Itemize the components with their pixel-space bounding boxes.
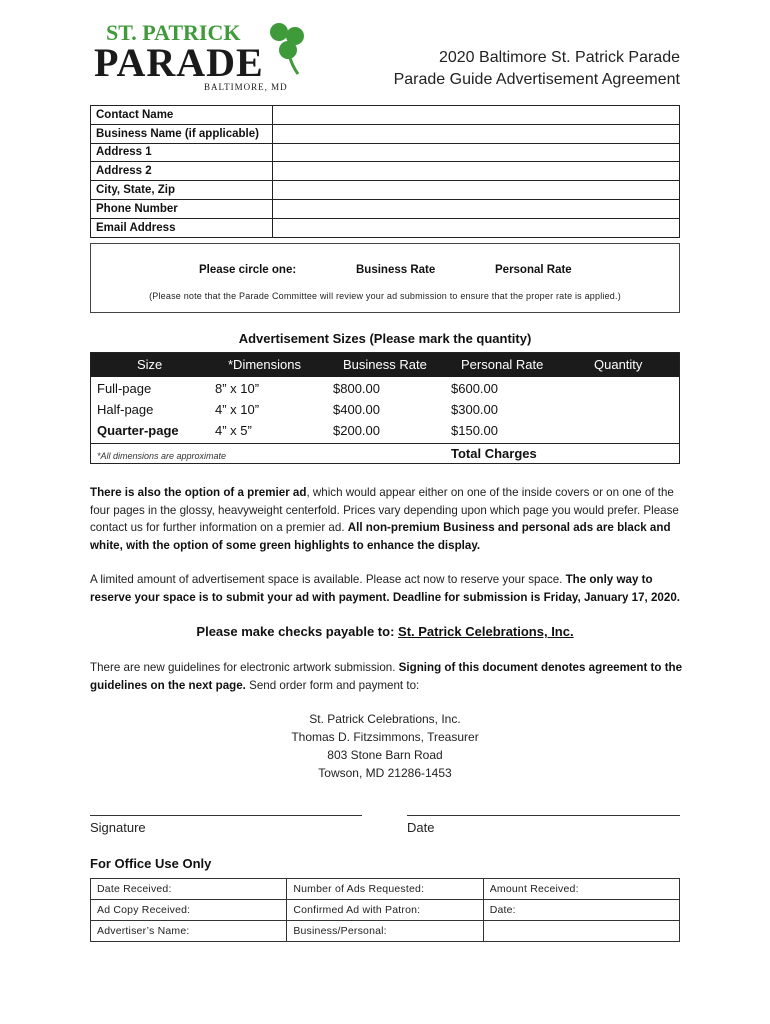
ad-row-half-page [91,402,679,422]
ad-business-price: $400.00 [333,402,380,417]
total-charges-label: Total Charges [451,446,537,461]
ad-sizes-header [91,353,679,377]
contact-label: Email Address [91,218,273,237]
parade-logo-graphic [92,14,314,94]
logo-line2: PARADE [94,40,264,85]
checks-payable [90,624,680,639]
contact-label: Phone Number [91,199,273,218]
office-row [91,921,680,942]
contact-row [91,162,680,181]
contact-row [91,106,680,125]
ad-dimensions: 8” x 10” [215,381,260,396]
dimensions-footnote: *All dimensions are approximate [97,451,227,461]
header-business-rate: Business Rate [343,357,427,372]
header-dimensions: *Dimensions [228,357,301,372]
personal-rate-option[interactable]: Personal Rate [495,264,572,276]
ad-row-quarter-page [91,423,679,443]
contact-label: City, State, Zip [91,181,273,200]
guidelines-text-1: There are new guidelines for electronic artwork submission. [90,661,399,674]
office-field[interactable]: Date: [483,900,679,921]
ad-size: Quarter-page [97,423,179,438]
premier-text-1: , which would appear either on one of the inside covers or on one of the four pages in the glossy, heavyweight centerfold. Prices vary depending upon which page you would prefer. Please contact us for further information on a premier ad. [90,486,679,535]
business-rate-option[interactable]: Business Rate [356,264,436,276]
ad-personal-price: $150.00 [451,423,498,438]
ad-size: Full-page [97,381,152,396]
office-field[interactable]: Ad Copy Received: [91,900,287,921]
ad-row-full-page [91,381,679,401]
shamrock-icon [270,23,304,74]
rate-selection-box [90,243,680,313]
signature-line[interactable] [90,815,362,816]
contact-row [91,199,680,218]
contact-value-field[interactable] [273,124,680,143]
contact-label: Address 1 [91,143,273,162]
logo-line3: BALTIMORE, MD [204,82,288,92]
date-label: Date [407,820,435,835]
contact-row [91,124,680,143]
guidelines-paragraph [90,659,690,694]
address-line: St. Patrick Celebrations, Inc. [309,712,461,726]
checks-prefix: Please make checks payable to: [196,624,399,639]
office-field[interactable]: Number of Ads Requested: [287,879,483,900]
ad-business-price: $800.00 [333,381,380,396]
title-line1: 2020 Baltimore St. Patrick Parade [438,49,680,66]
contact-value-field[interactable] [273,162,680,181]
address-line: 803 Stone Barn Road [327,748,443,762]
checks-payee: St. Patrick Celebrations, Inc. [398,624,574,639]
guidelines-text-2: Send order form and payment to: [245,678,420,692]
ad-business-price: $200.00 [333,423,380,438]
date-line[interactable] [407,815,680,816]
document-title [394,47,680,91]
contact-label: Contact Name [91,106,273,125]
address-line: Thomas D. Fitzsimmons, Treasurer [291,730,479,744]
header-personal-rate: Personal Rate [461,357,544,372]
contact-row [91,143,680,162]
office-row [91,879,680,900]
mailing-address [90,710,680,782]
contact-value-field[interactable] [273,143,680,162]
ad-size: Half-page [97,402,154,417]
office-use-table [90,878,680,942]
header-quantity: Quantity [594,357,643,372]
ad-divider [91,443,679,444]
ad-sizes-table [90,352,680,464]
premier-bold-2: All non-premium Business and personal ads are black and white, with the option of some green highlights to enhance the display. [90,521,671,552]
ad-dimensions: 4” x 5” [215,423,252,438]
contact-label: Address 2 [91,162,273,181]
office-field[interactable] [483,921,679,942]
contact-value-field[interactable] [273,199,680,218]
limited-text-1: A limited amount of advertisement space is available. Please act now to reserve your space. [90,573,566,586]
address-line: Towson, MD 21286-1453 [318,766,452,780]
office-field[interactable]: Confirmed Ad with Patron: [287,900,483,921]
header-size: Size [137,357,163,372]
title-line2: Parade Guide Advertisement Agreement [393,71,680,88]
office-field[interactable]: Date Received: [91,879,287,900]
premier-bold-1: There is also the option of a premier ad [90,486,307,499]
guidelines-bold-1: Signing of this document denotes agreement to the guidelines on the next page [90,661,683,692]
contact-value-field[interactable] [273,181,680,200]
rate-prompt: Please circle one: [199,264,297,276]
guidelines-bold-end: . [242,678,246,692]
office-row [91,900,680,921]
office-field[interactable]: Advertiser’s Name: [91,921,287,942]
contact-table [90,105,680,238]
office-field[interactable]: Amount Received: [483,879,679,900]
contact-row [91,181,680,200]
contact-value-field[interactable] [273,218,680,237]
premier-ad-paragraph [90,484,690,554]
contact-label: Business Name (if applicable) [91,124,273,143]
logo-line1: ST. PATRICK [106,20,241,45]
signature-label: Signature [90,820,146,835]
rate-note: (Please note that the Parade Committee will review your ad submission to ensure that the proper rate is applied.) [149,291,621,301]
contact-value-field[interactable] [273,106,680,125]
ad-personal-price: $600.00 [451,381,498,396]
ad-sizes-title: Advertisement Sizes (Please mark the quantity) [238,331,532,346]
ad-dimensions: 4” x 10” [215,402,260,417]
parade-logo [92,14,314,94]
limited-bold-1: The only way to reserve your space is to submit your ad with payment. Deadline for submission is Friday, January 17, 2020. [90,573,680,604]
ad-personal-price: $300.00 [451,402,498,417]
office-use-title: For Office Use Only [90,856,212,871]
limited-space-paragraph [90,571,690,606]
office-field[interactable]: Business/Personal: [287,921,483,942]
contact-row [91,218,680,237]
